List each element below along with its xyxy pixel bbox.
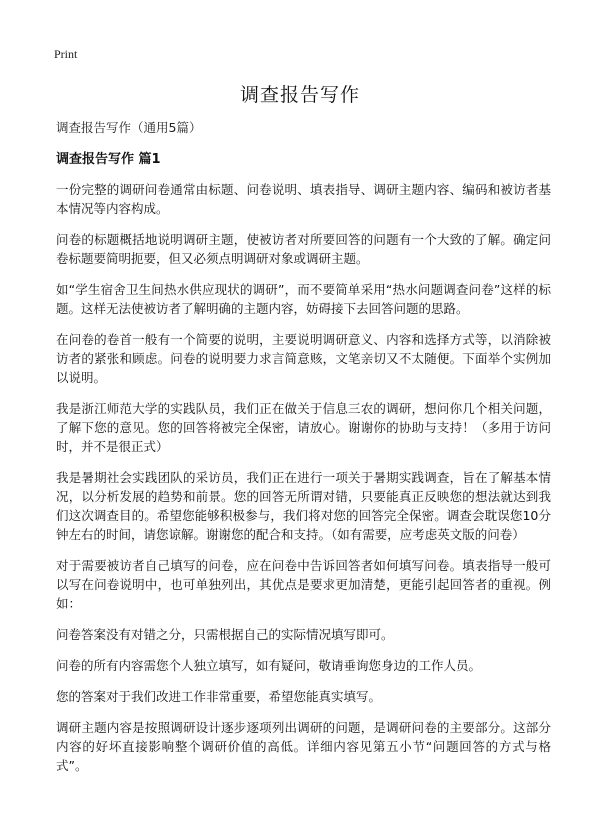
paragraph: 一份完整的调研问卷通常由标题、问卷说明、填表指导、调研主题内容、编码和被访者基本情况等内容构成。 <box>56 182 551 216</box>
paragraph: 您的答案对于我们改进工作非常重要，希望您能真实填写。 <box>56 689 382 704</box>
paragraph: 我是暑期社会实践团队的采访员，我们正在进行一项关于暑期实践调查，旨在了解基本情况，以分析发展的趋势和前景。您的回答无所谓对错，只要能真正反映您的想法就达到我们这次调查目的。希望您能够积极参与，我们将对您的回答完全保密。调查会耽误您10分钟左右的时间，请您谅解。谢谢您的配合和支持。（如有需要，应考虑英文版的问卷） <box>56 470 551 542</box>
paragraph: 在问卷的卷首一般有一个简要的说明，主要说明调研意义、内容和选择方式等，以消除被访者的紧张和顾虑。问卷的说明要力求言简意赅，文笔亲切又不太随便。下面举个实例加以说明。 <box>56 332 551 385</box>
paragraph: 调研主题内容是按照调研设计逐步逐项列出调研的问题，是调研问卷的主要部分。这部分内容的好坏直接影响整个调研价值的高低。详细内容见第五小节“问题回答的方式与格式”。 <box>56 720 551 773</box>
section-heading: 调查报告写作 篇1 <box>56 152 161 167</box>
document-subtitle: 调查报告写作（通用5篇） <box>56 120 202 135</box>
print-link[interactable]: Print <box>54 47 78 61</box>
paragraph: 我是浙江师范大学的实践队员，我们正在做关于信息三农的调研，想问你几个相关问题，了解下您的意见。您的回答将被完全保密，请放心。谢谢你的协助与支持！（多用于访问时，并不是很正式） <box>56 401 551 454</box>
paragraph: 如“学生宿舍卫生间热水供应现状的调研”，而不要简单采用“热水问题调查问卷”这样的标题。这样无法使被访者了解明确的主题内容，妨碍接下去回答问题的思路。 <box>56 282 551 316</box>
paragraph: 问卷的所有内容需您个人独立填写，如有疑问，敬请垂询您身边的工作人员。 <box>56 658 482 673</box>
paragraph: 对于需要被访者自己填写的问卷，应在问卷中告诉回答者如何填写问卷。填表指导一般可以写在问卷说明中，也可单独列出，其优点是要求更加清楚，更能引起回答者的重视。例如： <box>56 558 551 611</box>
document-body <box>56 118 551 787</box>
paragraph: 问卷的标题概括地说明调研主题，使被访者对所要回答的问题有一个大致的了解。确定问卷标题要简明扼要，但又必须点明调研对象或调研主题。 <box>56 232 551 266</box>
document-title: 调查报告写作 <box>239 84 360 106</box>
paragraph: 问卷答案没有对错之分，只需根据自己的实际情况填写即可。 <box>56 627 394 642</box>
